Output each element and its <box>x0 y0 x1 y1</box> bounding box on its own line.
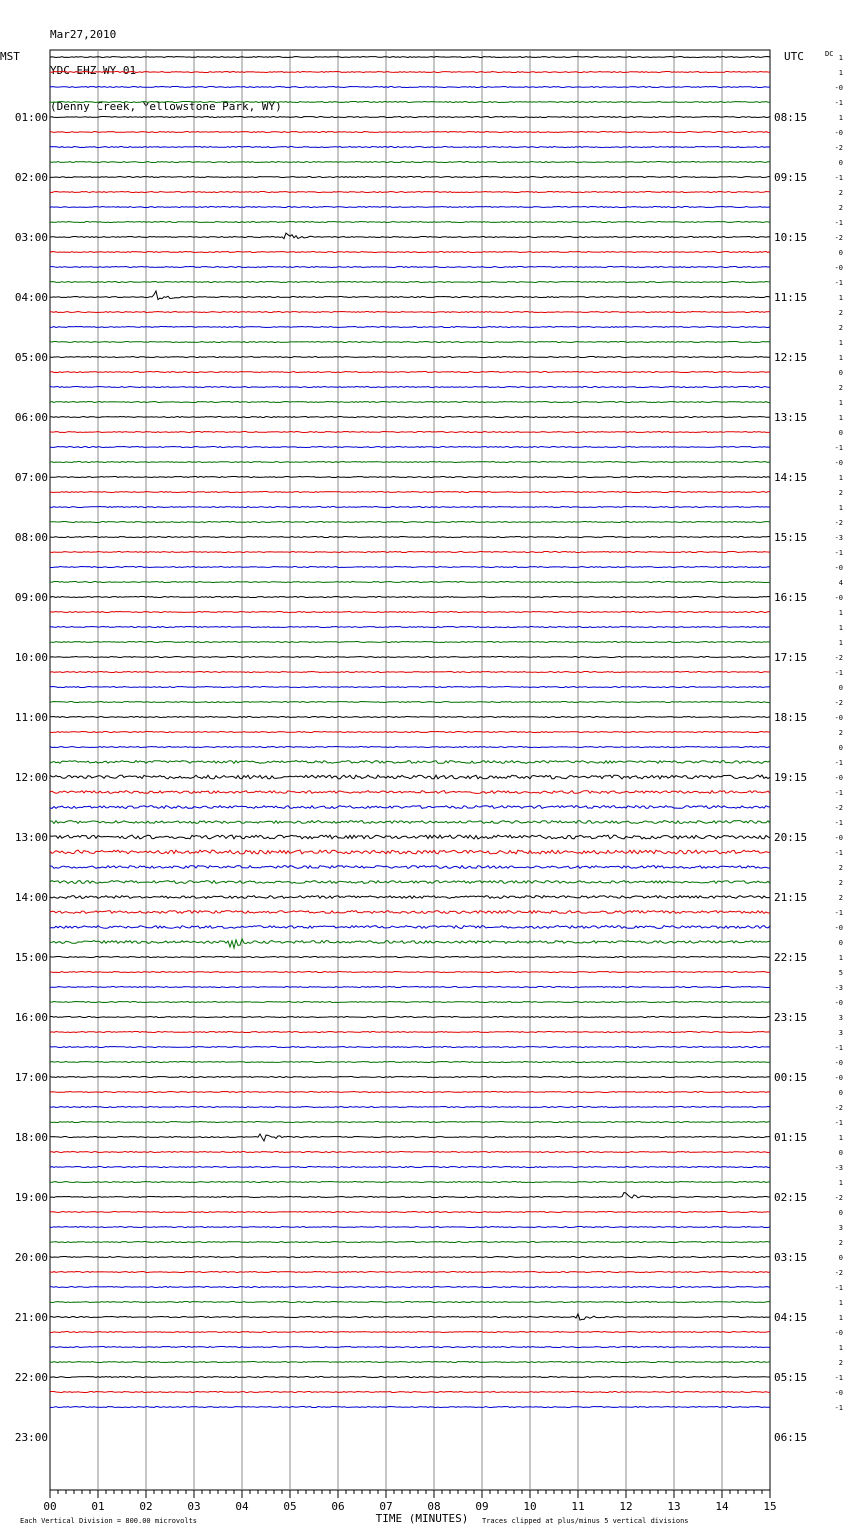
minute-tick-label: 07 <box>379 1500 393 1513</box>
seismic-trace <box>50 233 770 239</box>
mst-hour-label: 04:00 <box>14 291 48 304</box>
seismic-trace <box>50 312 770 313</box>
dc-offset-label: -0 <box>834 924 843 932</box>
mst-hour-label: 01:00 <box>14 111 48 124</box>
seismic-trace <box>50 1377 770 1378</box>
seismic-trace <box>50 147 770 148</box>
seismic-trace <box>50 537 770 538</box>
seismic-trace <box>50 612 770 613</box>
dc-offset-label: -1 <box>834 1284 843 1292</box>
dc-offset-label: -1 <box>834 759 843 767</box>
seismic-trace <box>50 1062 770 1063</box>
seismic-trace <box>50 1227 770 1228</box>
mst-hour-label: 23:00 <box>14 1431 48 1444</box>
dc-offset-label: -2 <box>834 234 843 242</box>
dc-offset-label: -3 <box>834 534 843 542</box>
seismic-trace <box>50 702 770 703</box>
minute-tick-label: 15 <box>763 1500 777 1513</box>
dc-offset-label: 0 <box>838 684 843 692</box>
seismic-trace <box>50 1242 770 1243</box>
utc-hour-label: 20:15 <box>774 831 808 844</box>
seismic-trace <box>50 282 770 283</box>
seismic-trace <box>50 357 770 358</box>
dc-offset-label: -3 <box>834 1164 843 1172</box>
mst-hour-label: 16:00 <box>14 1011 48 1024</box>
dc-offset-label: 0 <box>838 744 843 752</box>
dc-offset-label: -0 <box>834 1059 843 1067</box>
seismic-trace <box>50 1314 770 1320</box>
minute-tick-label: 03 <box>187 1500 201 1513</box>
minute-tick-label: 09 <box>475 1500 489 1513</box>
dc-offset-label: 2 <box>838 384 843 392</box>
dc-offset-label: -0 <box>834 1389 843 1397</box>
dc-offset-label: -0 <box>834 459 843 467</box>
seismic-trace <box>50 1002 770 1003</box>
utc-hour-label: 03:15 <box>774 1251 808 1264</box>
mst-hour-label: 19:00 <box>14 1191 48 1204</box>
seismic-trace <box>50 177 770 178</box>
mst-hour-label: 07:00 <box>14 471 48 484</box>
seismic-trace <box>50 1287 770 1288</box>
seismic-trace <box>50 1257 770 1258</box>
dc-offset-label: -1 <box>834 444 843 452</box>
dc-offset-label: -0 <box>834 84 843 92</box>
seismic-trace <box>50 1347 770 1348</box>
dc-offset-label: -0 <box>834 834 843 842</box>
utc-hour-label: 15:15 <box>774 531 808 544</box>
mst-hour-label: 03:00 <box>14 231 48 244</box>
dc-offset-label: -0 <box>834 714 843 722</box>
seismic-trace <box>50 1332 770 1333</box>
seismic-trace <box>50 327 770 328</box>
dc-offset-label: -0 <box>834 1074 843 1082</box>
dc-offset-label: -1 <box>834 99 843 107</box>
dc-offset-label: -1 <box>834 669 843 677</box>
recording-date: Mar27,2010 <box>50 28 117 41</box>
seismic-trace <box>50 87 770 88</box>
seismic-trace <box>50 552 770 553</box>
seismic-trace <box>50 402 770 403</box>
dc-offset-label: 2 <box>838 189 843 197</box>
dc-offset-label: 2 <box>838 489 843 497</box>
seismic-trace <box>50 1182 770 1183</box>
minute-tick-label: 12 <box>619 1500 633 1513</box>
seismic-trace <box>50 835 770 839</box>
dc-offset-label: 1 <box>838 414 843 422</box>
seismic-trace <box>50 791 770 794</box>
utc-hour-label: 12:15 <box>774 351 808 364</box>
dc-offset-label: 0 <box>838 249 843 257</box>
seismic-trace <box>50 102 770 103</box>
dc-offset-label: -2 <box>834 804 843 812</box>
dc-offset-label: -2 <box>834 1194 843 1202</box>
seismic-trace <box>50 761 770 764</box>
seismic-trace <box>50 1122 770 1123</box>
dc-offset-label: 1 <box>838 474 843 482</box>
station-code: YDC EHZ WY 01 <box>50 64 137 77</box>
seismic-trace <box>50 117 770 118</box>
minute-tick-label: 13 <box>667 1500 681 1513</box>
seismic-trace <box>50 806 770 809</box>
dc-offset-label: 1 <box>838 1344 843 1352</box>
seismic-trace <box>50 462 770 463</box>
dc-offset-label: -1 <box>834 1374 843 1382</box>
utc-hour-label: 16:15 <box>774 591 808 604</box>
seismic-trace <box>50 642 770 643</box>
dc-offset-label: 3 <box>838 1224 843 1232</box>
seismic-trace <box>50 747 770 748</box>
utc-hour-label: 14:15 <box>774 471 808 484</box>
seismic-trace <box>50 987 770 988</box>
dc-offset-label: 4 <box>838 579 843 587</box>
seismic-trace <box>50 1212 770 1213</box>
seismic-trace <box>50 1407 770 1408</box>
seismic-trace <box>50 222 770 223</box>
dc-offset-label: 1 <box>838 1299 843 1307</box>
seismic-trace <box>50 252 770 253</box>
seismic-trace <box>50 207 770 208</box>
minute-tick-label: 02 <box>139 1500 153 1513</box>
utc-hour-label: 19:15 <box>774 771 808 784</box>
dc-offset-label: -1 <box>834 1119 843 1127</box>
seismic-trace <box>50 657 770 658</box>
dc-offset-label: -3 <box>834 984 843 992</box>
seismic-trace <box>50 896 770 899</box>
utc-hour-label: 05:15 <box>774 1371 808 1384</box>
dc-offset-label: 2 <box>838 864 843 872</box>
mst-hour-label: 08:00 <box>14 531 48 544</box>
mst-axis-title: MST <box>0 50 20 63</box>
minute-tick-label: 00 <box>43 1500 57 1513</box>
mst-hour-label: 15:00 <box>14 951 48 964</box>
dc-offset-label: 1 <box>838 114 843 122</box>
utc-hour-label: 13:15 <box>774 411 808 424</box>
dc-offset-label: -2 <box>834 144 843 152</box>
seismic-trace <box>50 342 770 343</box>
seismic-trace <box>50 926 770 929</box>
utc-hour-label: 21:15 <box>774 891 808 904</box>
seismic-trace <box>50 732 770 733</box>
seismic-trace <box>50 1092 770 1093</box>
seismic-trace <box>50 267 770 268</box>
seismic-trace <box>50 72 770 73</box>
seismic-trace <box>50 567 770 568</box>
dc-offset-label: 1 <box>838 954 843 962</box>
dc-offset-label: -2 <box>834 1269 843 1277</box>
dc-offset-label: -1 <box>834 849 843 857</box>
dc-offset-label: -0 <box>834 774 843 782</box>
seismic-trace <box>50 432 770 433</box>
dc-offset-label: -1 <box>834 219 843 227</box>
utc-hour-label: 01:15 <box>774 1131 808 1144</box>
seismic-trace <box>50 1077 770 1078</box>
minute-tick-label: 01 <box>91 1500 105 1513</box>
minute-tick-label: 10 <box>523 1500 537 1513</box>
vertical-division-note: Each Vertical Division = 800.00 microvolts <box>20 1517 198 1525</box>
seismic-trace <box>50 866 770 869</box>
minute-tick-label: 06 <box>331 1500 345 1513</box>
utc-hour-label: 11:15 <box>774 291 808 304</box>
seismic-trace <box>50 477 770 478</box>
seismic-trace <box>50 1167 770 1168</box>
dc-offset-label: 2 <box>838 309 843 317</box>
dc-offset-label: 2 <box>838 894 843 902</box>
seismic-trace <box>50 1032 770 1033</box>
seismic-trace <box>50 821 770 824</box>
mst-hour-label: 13:00 <box>14 831 48 844</box>
dc-offset-label: -0 <box>834 564 843 572</box>
station-location: (Denny Creek, Yellowstone Park, WY) <box>50 100 282 113</box>
utc-hour-label: 02:15 <box>774 1191 808 1204</box>
seismic-trace <box>50 1152 770 1153</box>
mst-hour-label: 22:00 <box>14 1371 48 1384</box>
dc-offset-label: 1 <box>838 1134 843 1142</box>
dc-offset-label: 0 <box>838 1089 843 1097</box>
seismic-trace <box>50 881 770 884</box>
seismic-trace <box>50 1392 770 1393</box>
seismic-trace <box>50 1302 770 1303</box>
mst-hour-label: 11:00 <box>14 711 48 724</box>
dc-offset-label: 0 <box>838 369 843 377</box>
mst-hour-label: 14:00 <box>14 891 48 904</box>
utc-hour-label: 00:15 <box>774 1071 808 1084</box>
dc-offset-label: -0 <box>834 999 843 1007</box>
dc-offset-label: 2 <box>838 1359 843 1367</box>
seismic-trace <box>50 1107 770 1108</box>
dc-offset-label: -2 <box>834 699 843 707</box>
mst-hour-label: 17:00 <box>14 1071 48 1084</box>
seismic-trace <box>50 522 770 523</box>
seismic-trace <box>50 972 770 973</box>
dc-offset-label: 2 <box>838 1239 843 1247</box>
seismic-trace <box>50 672 770 673</box>
seismic-trace <box>50 507 770 508</box>
dc-offset-label: 1 <box>838 69 843 77</box>
seismic-trace <box>50 957 770 958</box>
plot-frame <box>50 50 770 1490</box>
seismic-trace <box>50 850 770 854</box>
dc-offset-label: -1 <box>834 1044 843 1052</box>
minute-tick-label: 05 <box>283 1500 297 1513</box>
dc-offset-label: -0 <box>834 1329 843 1337</box>
dc-offset-label: 1 <box>838 1314 843 1322</box>
dc-offset-label: -1 <box>834 1404 843 1412</box>
seismic-trace <box>50 162 770 163</box>
dc-offset-label: 2 <box>838 324 843 332</box>
seismic-trace <box>50 492 770 493</box>
dc-offset-label: -2 <box>834 654 843 662</box>
dc-offset-label: -1 <box>834 909 843 917</box>
dc-offset-label: 5 <box>838 969 843 977</box>
seismic-trace <box>50 1134 770 1141</box>
mst-hour-label: 09:00 <box>14 591 48 604</box>
minute-tick-label: 11 <box>571 1500 585 1513</box>
utc-hour-label: 22:15 <box>774 951 808 964</box>
utc-hour-label: 04:15 <box>774 1311 808 1324</box>
seismic-trace <box>50 417 770 418</box>
seismic-trace <box>50 1047 770 1048</box>
dc-offset-label: 3 <box>838 1029 843 1037</box>
dc-offset-label: 1 <box>838 609 843 617</box>
seismic-trace <box>50 597 770 598</box>
dc-offset-label: 0 <box>838 159 843 167</box>
seismic-trace <box>50 57 770 58</box>
mst-hour-label: 12:00 <box>14 771 48 784</box>
seismic-trace <box>50 291 770 300</box>
seismic-trace <box>50 717 770 718</box>
dc-offset-label: 2 <box>838 204 843 212</box>
dc-offset-label: 0 <box>838 1149 843 1157</box>
dc-offset-label: 1 <box>838 54 843 62</box>
dc-offset-label: 1 <box>838 639 843 647</box>
seismic-trace <box>50 192 770 193</box>
dc-offset-label: -0 <box>834 594 843 602</box>
dc-offset-label: 1 <box>838 354 843 362</box>
dc-offset-label: 1 <box>838 624 843 632</box>
clipping-note: Traces clipped at plus/minus 5 vertical divisions <box>482 1517 689 1525</box>
utc-hour-label: 18:15 <box>774 711 808 724</box>
dc-offset-label: -2 <box>834 1104 843 1112</box>
minute-tick-label: 08 <box>427 1500 441 1513</box>
dc-offset-label: -1 <box>834 174 843 182</box>
dc-offset-label: 1 <box>838 1179 843 1187</box>
dc-offset-label: -1 <box>834 549 843 557</box>
dc-offset-label: 2 <box>838 729 843 737</box>
utc-hour-label: 23:15 <box>774 1011 808 1024</box>
seismic-trace <box>50 939 770 948</box>
seismic-trace <box>50 627 770 628</box>
dc-offset-label: 2 <box>838 879 843 887</box>
minute-tick-label: 14 <box>715 1500 729 1513</box>
seismic-trace <box>50 775 770 779</box>
seismic-trace <box>50 447 770 448</box>
seismic-trace <box>50 132 770 133</box>
seismic-trace <box>50 582 770 583</box>
dc-column-title: DC <box>825 50 834 58</box>
dc-offset-label: 0 <box>838 1254 843 1262</box>
utc-axis-title: UTC <box>784 50 804 63</box>
dc-offset-label: -1 <box>834 279 843 287</box>
dc-offset-label: -0 <box>834 129 843 137</box>
dc-offset-label: 1 <box>838 294 843 302</box>
mst-hour-label: 10:00 <box>14 651 48 664</box>
dc-offset-label: -1 <box>834 819 843 827</box>
seismic-trace <box>50 687 770 688</box>
seismic-trace <box>50 372 770 373</box>
mst-hour-label: 06:00 <box>14 411 48 424</box>
mst-hour-label: 02:00 <box>14 171 48 184</box>
dc-offset-label: 1 <box>838 399 843 407</box>
dc-offset-label: 1 <box>838 339 843 347</box>
utc-hour-label: 17:15 <box>774 651 808 664</box>
seismic-trace <box>50 1193 770 1199</box>
dc-offset-label: 3 <box>838 1014 843 1022</box>
seismic-trace <box>50 1272 770 1273</box>
dc-offset-label: 1 <box>838 504 843 512</box>
dc-offset-label: 0 <box>838 939 843 947</box>
mst-hour-label: 18:00 <box>14 1131 48 1144</box>
x-axis-title: TIME (MINUTES) <box>375 1512 469 1525</box>
minute-tick-label: 04 <box>235 1500 249 1513</box>
mst-hour-label: 05:00 <box>14 351 48 364</box>
utc-hour-label: 10:15 <box>774 231 808 244</box>
utc-hour-label: 09:15 <box>774 171 808 184</box>
mst-hour-label: 21:00 <box>14 1311 48 1324</box>
seismic-trace <box>50 1362 770 1363</box>
dc-offset-label: -0 <box>834 264 843 272</box>
dc-offset-label: 0 <box>838 429 843 437</box>
dc-offset-label: -2 <box>834 519 843 527</box>
seismic-trace <box>50 911 770 914</box>
seismic-trace <box>50 387 770 388</box>
mst-hour-label: 20:00 <box>14 1251 48 1264</box>
dc-offset-label: 0 <box>838 1209 843 1217</box>
seismic-trace <box>50 1017 770 1018</box>
dc-offset-label: -1 <box>834 789 843 797</box>
utc-hour-label: 08:15 <box>774 111 808 124</box>
utc-hour-label: 06:15 <box>774 1431 808 1444</box>
